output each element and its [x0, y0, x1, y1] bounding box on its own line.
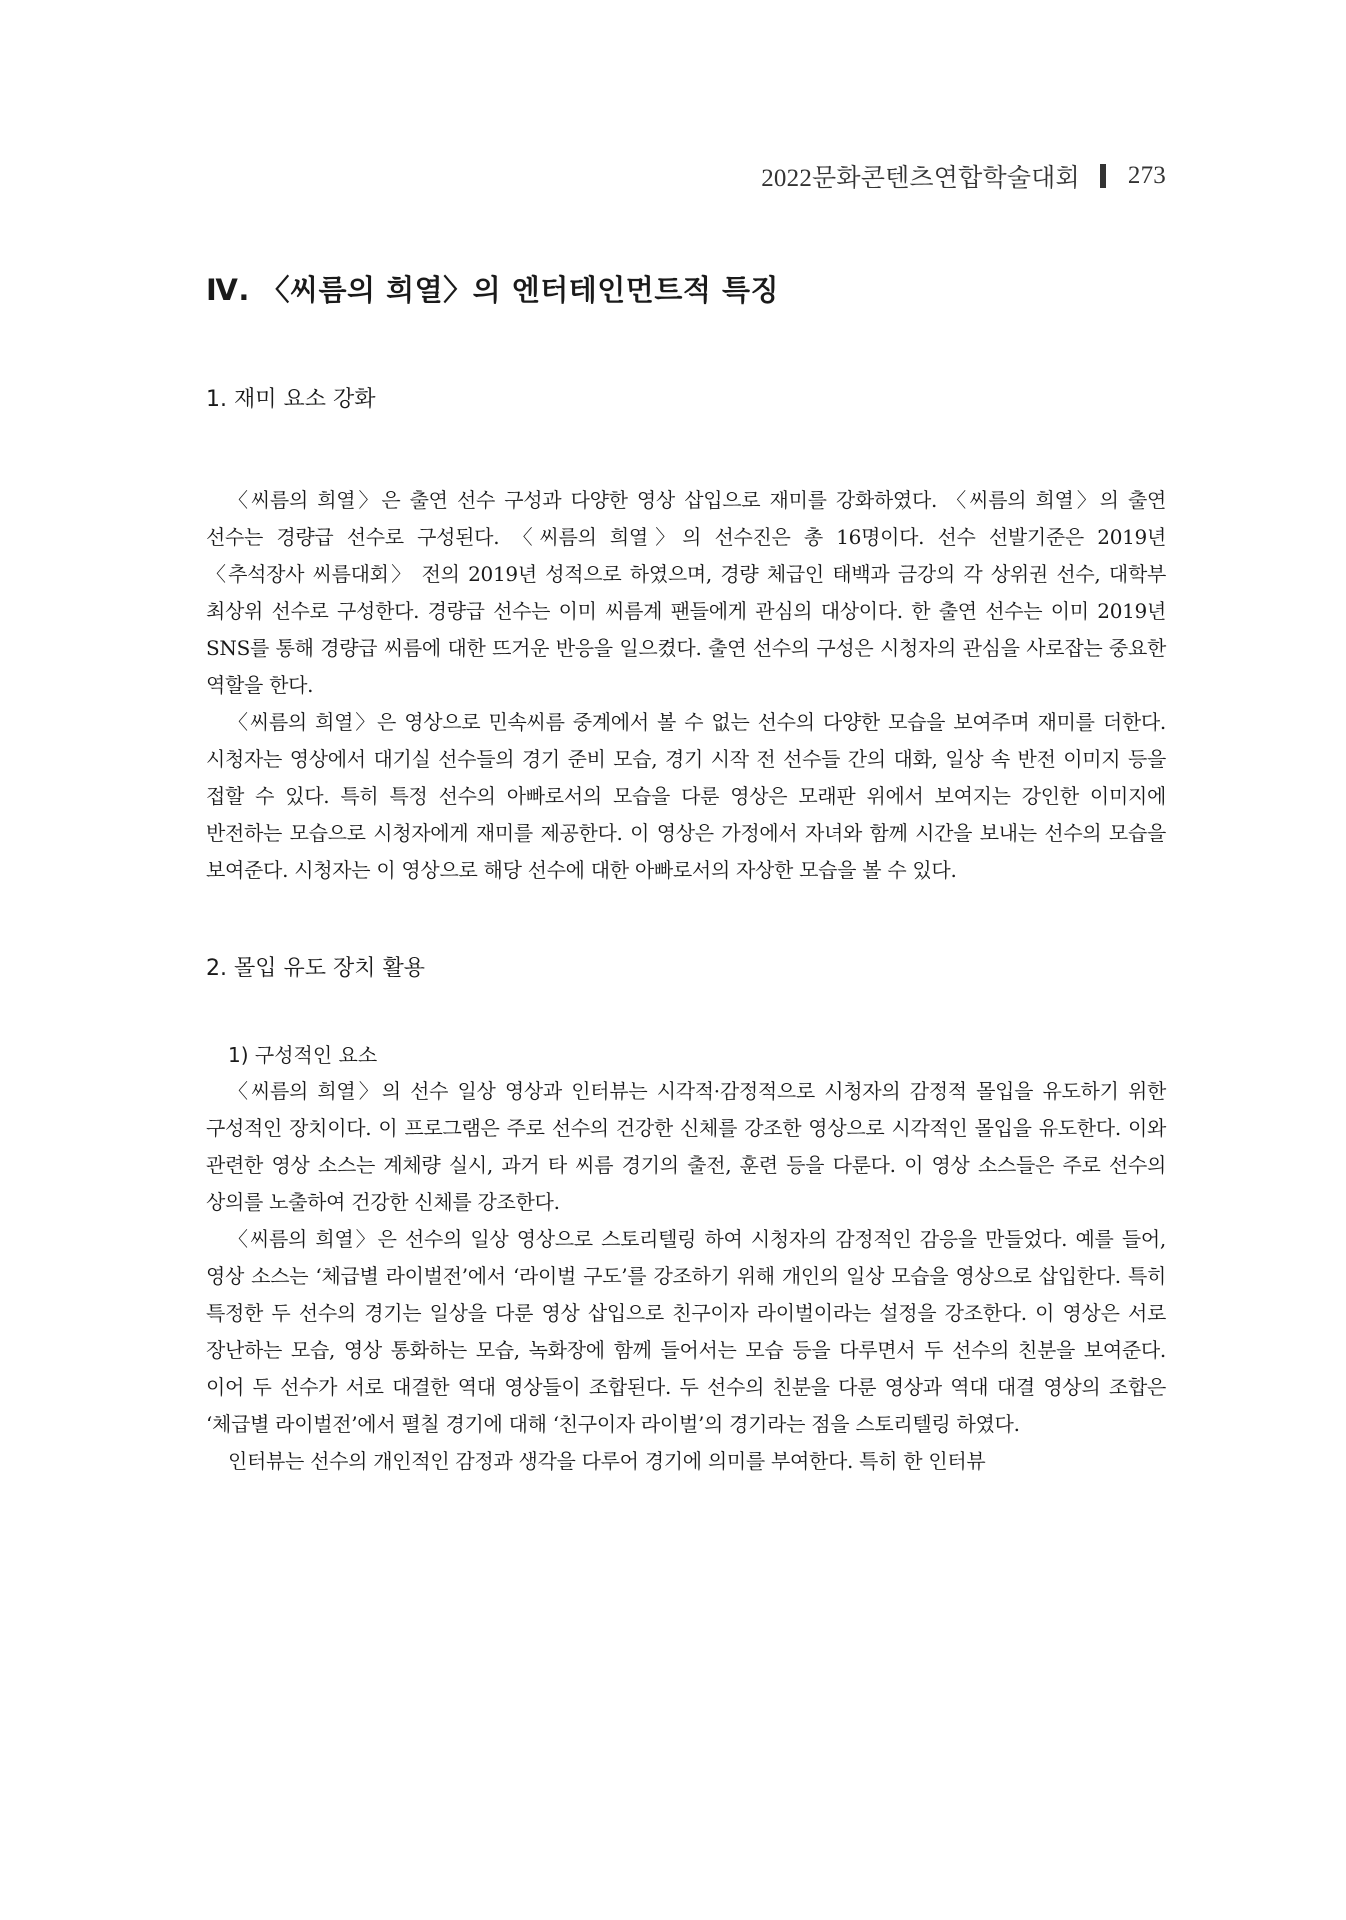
paragraph: 인터뷰는 선수의 개인적인 감정과 생각을 다루어 경기에 의미를 부여한다. 특히 한 인터뷰	[228, 1449, 986, 1473]
section-heading-2: 2. 몰입 유도 장치 활용	[206, 956, 425, 981]
section-heading-1: 1. 재미 요소 강화	[206, 387, 376, 412]
paragraph: 〈씨름의 희열〉의 선수 일상 영상과 인터뷰는 시각적·감정적으로 시청자의 감정적 몰입을 유도하기 위한 구성적인 장치이다. 이 프로그램은 주로 선수의 건강한 신체를 강조한 영상으로 시각적인 몰입을 유도한다. 이와 관련한 영상 소스는 계체량 실시, 과거 타 씨름 경기의 출전, 훈련 등을 다룬다. 이 영상 소스들은 주로 선수의 상의를 노출하여 건강한 신체를 강조한다.	[206, 1079, 1166, 1214]
subsection-heading: 1) 구성적인 요소	[228, 1043, 378, 1067]
page-number: 273	[1127, 162, 1166, 189]
subsection-1	[206, 1037, 1166, 1480]
header-separator-bar	[1100, 164, 1106, 188]
paragraph: 〈씨름의 희열〉은 선수의 일상 영상으로 스토리텔링 하여 시청자의 감정적인 감응을 만들었다. 예를 들어, 영상 소스는 ‘체급별 라이벌전’에서 ‘라이벌 구도’를 강조하기 위해 개인의 일상 모습을 영상으로 삽입한다. 특히 특정한 두 선수의 경기는 일상을 다룬 영상 삽입으로 친구이자 라이벌이라는 설정을 강조한다. 이 영상은 서로 장난하는 모습, 영상 통화하는 모습, 녹화장에 함께 들어서는 모습 등을 다루면서 두 선수의 친분을 보여준다. 이어 두 선수가 서로 대결한 역대 영상들이 조합된다. 두 선수의 친분을 다룬 영상과 역대 대결 영상의 조합은 ‘체급별 라이벌전’에서 펼칠 경기에 대해 ‘친구이자 라이벌’의 경기라는 점을 스토리텔링 하였다.	[206, 1227, 1166, 1436]
running-header	[761, 158, 1166, 194]
paragraph: 〈씨름의 희열〉은 출연 선수 구성과 다양한 영상 삽입으로 재미를 강화하였다. 〈씨름의 희열〉의 출연 선수는 경량급 선수로 구성된다. 〈씨름의 희열〉의 선수진은 총 16명이다. 선수 선발기준은 2019년 〈추석장사 씨름대회〉 전의 2019년 성적으로 하였으며, 경량 체급인 태백과 금강의 각 상위권 선수, 대학부 최상위 선수로 구성한다. 경량급 선수는 이미 씨름계 팬들에게 관심의 대상이다. 한 출연 선수는 이미 2019년 SNS를 통해 경량급 씨름에 대한 뜨거운 반응을 일으켰다. 출연 선수의 구성은 시청자의 관심을 사로잡는 중요한 역할을 한다.	[206, 488, 1166, 697]
running-title: 2022문화콘텐츠연합학술대회	[761, 165, 1080, 192]
chapter-title: Ⅳ. 〈씨름의 희열〉의 엔터테인먼트적 특징	[206, 273, 779, 307]
main-content	[206, 268, 1166, 1480]
section-1-body	[206, 482, 1166, 889]
paragraph: 〈씨름의 희열〉은 영상으로 민속씨름 중계에서 볼 수 없는 선수의 다양한 모습을 보여주며 재미를 더한다. 시청자는 영상에서 대기실 선수들의 경기 준비 모습, 경기 시작 전 선수들 간의 대화, 일상 속 반전 이미지 등을 접할 수 있다. 특히 특정 선수의 아빠로서의 모습을 다룬 영상은 모래판 위에서 보여지는 강인한 이미지에 반전하는 모습으로 시청자에게 재미를 제공한다. 이 영상은 가정에서 자녀와 함께 시간을 보내는 선수의 모습을 보여준다. 시청자는 이 영상으로 해당 선수에 대한 아빠로서의 자상한 모습을 볼 수 있다.	[206, 710, 1166, 882]
